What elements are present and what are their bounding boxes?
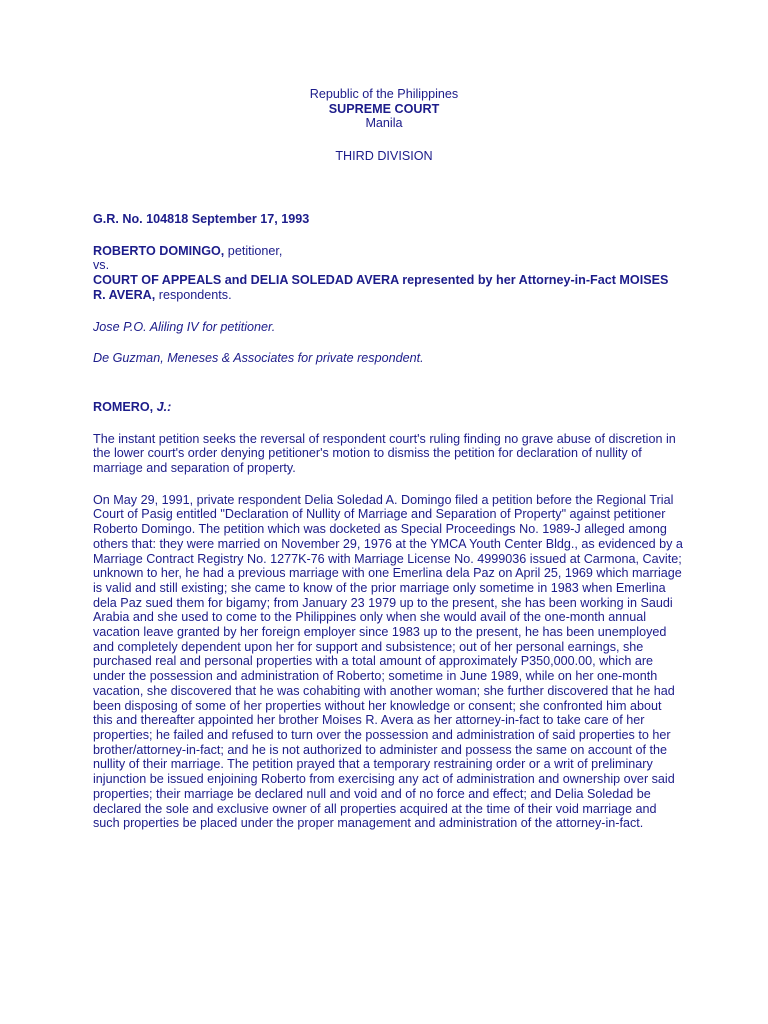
city-line: Manila [365,116,403,131]
decision-content [93,212,683,848]
body-paragraph-1: The instant petition seeks the reversal of respondent court's ruling finding no grave abuse of discretion in the lower court's order denying petitioner's motion to dismiss the petition for declaration of nullity of marriage and separation of property. [93,431,676,476]
ponente-name: ROMERO, [93,399,157,414]
court-name: SUPREME COURT [328,101,440,116]
petitioner-name: ROBERTO DOMINGO, [93,243,225,258]
republic-line: Republic of the Philippines [309,87,459,101]
court-header [0,87,768,164]
respondents-name: COURT OF APPEALS and DELIA SOLEDAD AVERA represented by her Attorney-in-Fact MOISES R. AVERA, [93,273,669,302]
counsel-respondent: De Guzman, Meneses & Associates for private respondent. [93,351,424,366]
body-paragraph-2: On May 29, 1991, private respondent Delia Soledad A. Domingo filed a petition before the Regional Trial Court of Pasig entitled "Declaration of Nullity of Marriage and Separation of Property" against petitioner Roberto Domingo. The petition which was docketed as Special Proceedings No. 1989-J alleged among others that: they were married on November 29, 1976 at the YMCA Youth Center Bldg., as evidenced by a Marriage Contract Registry No. 1277K-76 with Marriage License No. 4999036 issued at Carmona, Cavite; unknown to her, he had a previous marriage with one Emerlina dela Paz on April 25, 1969 which marriage is valid and still existing; she came to know of the prior marriage only sometime in 1983 when Emerlina dela Paz sued them for bigamy; from January 23 1979 up to the present, she has been working in Saudi Arabia and she used to come to the Philippines only when she would avail of the one-month annual vacation leave granted by her foreign employer since 1983 up to the present, he has been unemployed and completely dependent upon her for support and subsistence; out of her personal earnings, she purchased real and personal properties with a total amount of approximately P350,000.00, which are under the possession and administration of Roberto; sometime in June 1989, while on her one-month vacation, she discovered that he was cohabiting with another woman; she further discovered that he had been disposing of some of her properties without her knowledge or consent; she confronted him about this and thereafter appointed her brother Moises R. Avera as her attorney-in-fact to take care of her properties; he failed and refused to turn over the possession and administration of said properties to her brother/attorney-in-fact; and he is not authorized to administer and possess the same on account of the nullity of their marriage. The petition prayed that a temporary restraining order or a writ of preliminary injunction be issued enjoining Roberto from exercising any act of administration and ownership over said properties; their marriage be declared null and void and of no force and effect; and Delia Soledad be declared the sole and exclusive owner of all properties acquired at the time of their void marriage and such properties be placed under the proper management and administration of the attorney-in-fact. [93,492,683,831]
respondents-role: respondents. [155,287,232,302]
case-number: G.R. No. 104818 September 17, 1993 [93,212,310,226]
division-line: THIRD DIVISION [335,149,433,164]
ponente-line [93,400,683,415]
case-parties [93,244,683,303]
section-spacer [93,383,683,400]
versus-label: vs. [93,258,110,273]
counsel-petitioner: Jose P.O. Aliling IV for petitioner. [93,319,276,334]
petitioner-role: petitioner, [224,243,283,258]
ponente-title: J.: [156,399,172,414]
